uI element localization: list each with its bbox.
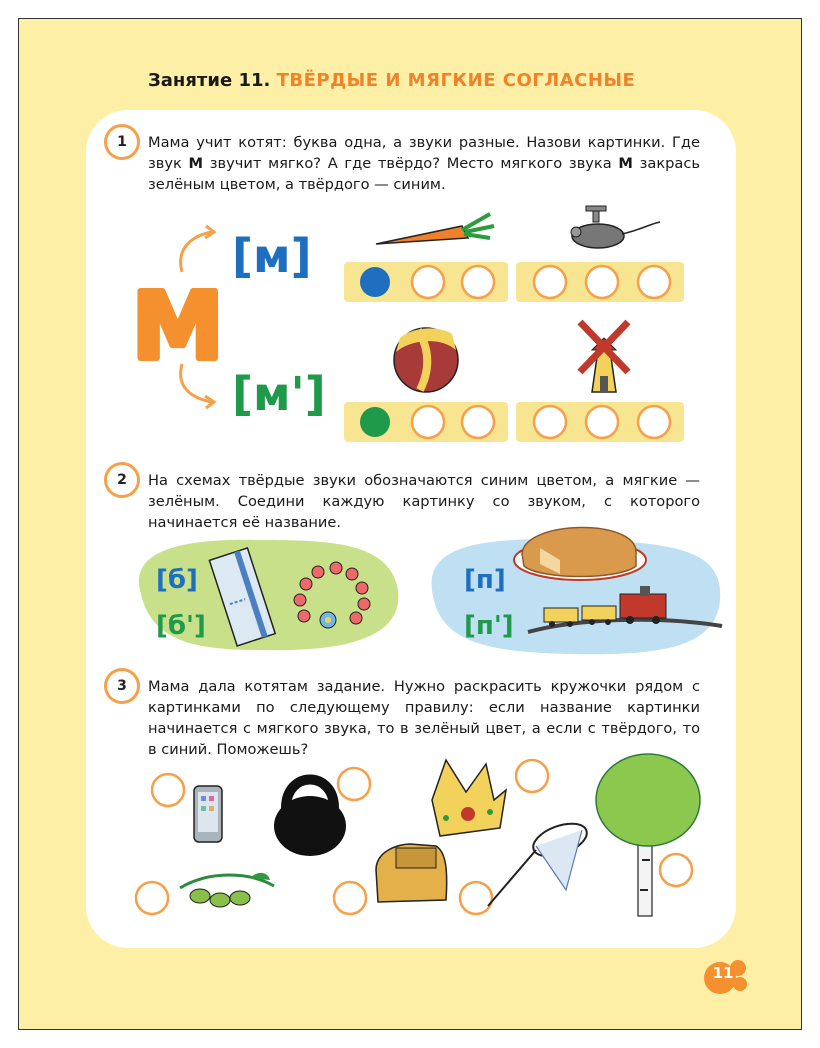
right-sound-hard: [п] [464,565,506,595]
lesson-name: ТВЁРДЫЕ И МЯГКИЕ СОГЛАСНЫЕ [276,70,636,91]
left-sound-hard: [б] [156,565,198,595]
page-number-badge [700,954,750,996]
page-number: 11 [712,964,734,982]
crown-icon [432,760,506,836]
empty-circle[interactable] [516,760,548,792]
kettlebell-icon [274,780,346,857]
empty-circle[interactable] [334,882,366,914]
task-2-number: 2 [104,462,140,498]
bag-icon [376,844,447,902]
big-letter-m: М [132,273,224,380]
task-3-number: 3 [104,668,140,704]
task-3-text: Мама дала котятам задание. Нужно раскрасить кружочки рядом с картинками по следующему правилу: если название картинки начинается с мягкого звука, то в зелёный цвет, а если с твёрдого, то в синий. Поможешь? [148,678,700,758]
empty-circle[interactable] [460,882,492,914]
net-icon [488,817,591,906]
left-sound-soft: [б'] [156,611,206,641]
soft-sound-label: [м'] [232,367,326,421]
lesson-label: Занятие 11. [148,70,271,91]
task-2-text: На схемах твёрдые звуки обозначаются синим цветом, а мягкие — зелёным. Соедини каждую картинку со звуком, с которого начинается её название. [148,472,700,531]
empty-circle[interactable] [660,854,692,886]
right-sound-soft: [п'] [464,611,514,641]
empty-circle[interactable] [338,768,370,800]
task-1-text: Мама учит котят: буква одна, а звуки разные. Назови картинки. Где звук М звучит мягко? А где твёрдо? Место мягкого звука М закрась зелёным цветом, а твёрдого — синим. [148,134,700,193]
empty-circle[interactable] [152,774,184,806]
task-1-number: 1 [104,124,140,160]
gooseberry-icon [180,873,274,907]
phone-icon [194,786,222,842]
hard-sound-label: [м] [232,229,312,283]
birch-icon [596,754,700,916]
empty-circle[interactable] [136,882,168,914]
